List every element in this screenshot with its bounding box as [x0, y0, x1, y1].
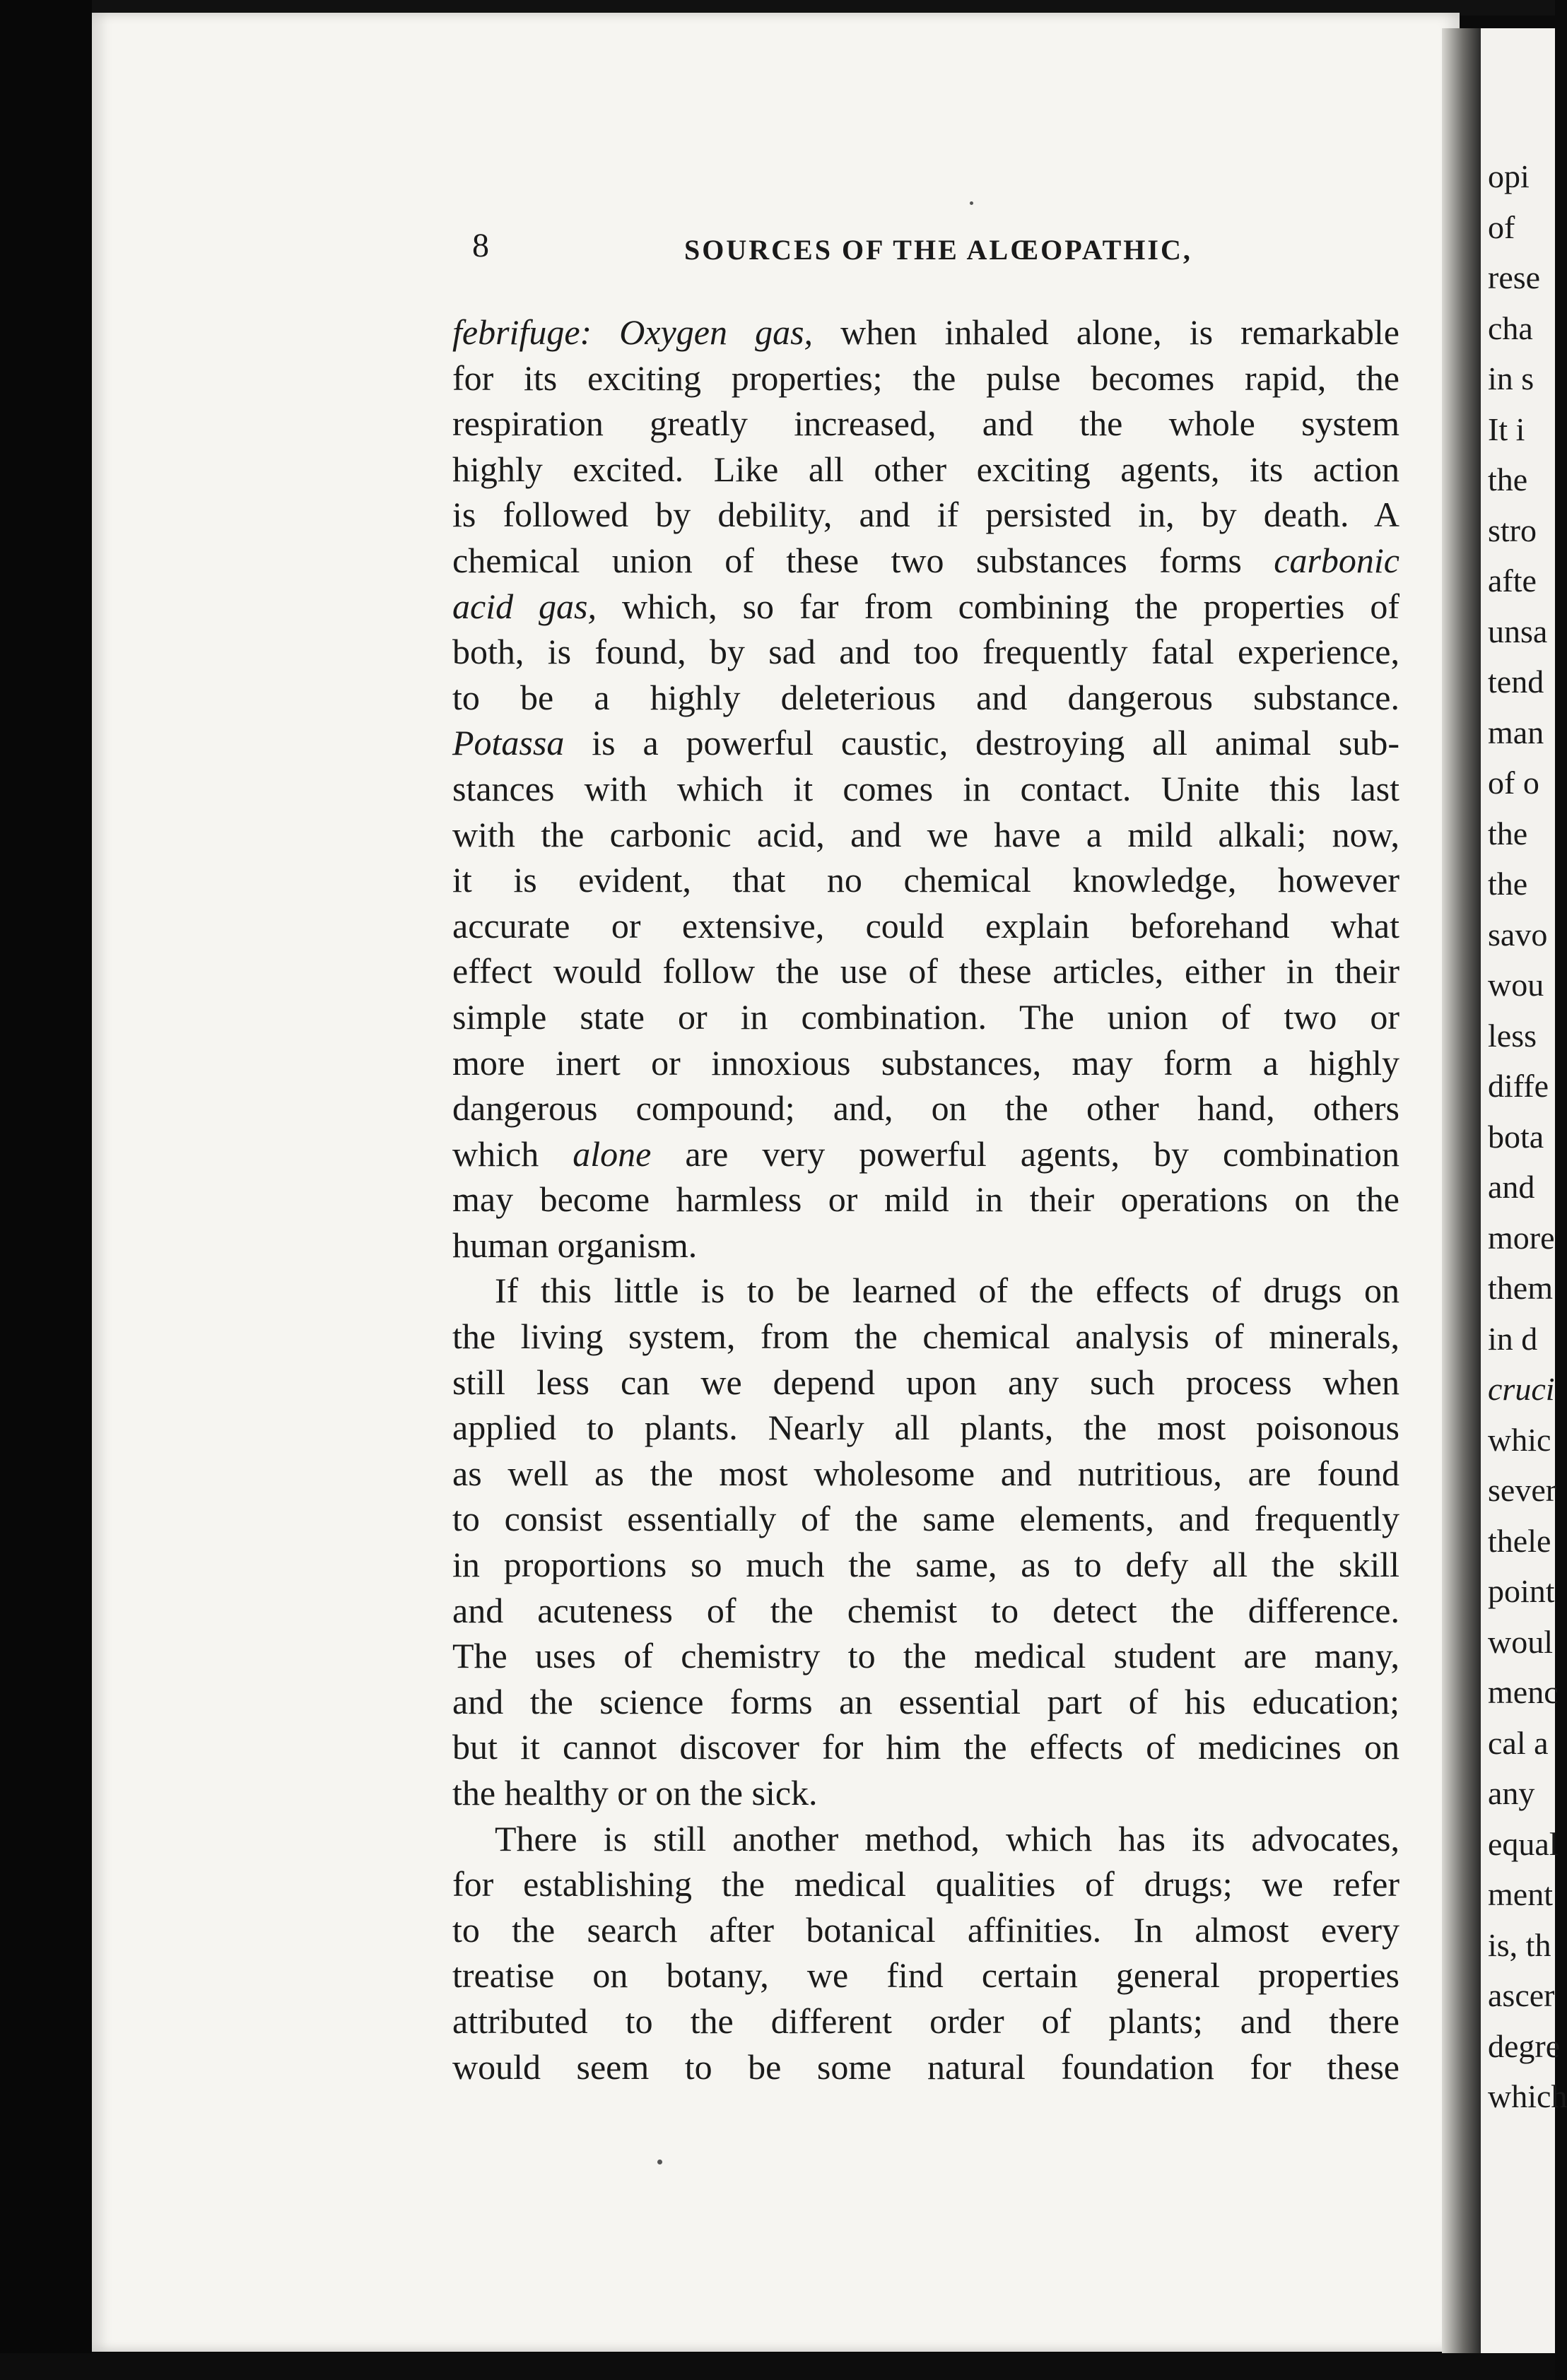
facing-page-fragment: of	[1488, 208, 1515, 245]
body-text	[452, 310, 1399, 2090]
facing-page-fragment: man	[1488, 714, 1544, 750]
paragraph	[452, 310, 1399, 1268]
text-run: and acuteness of the chemist to detect the difference.	[452, 1590, 1399, 1630]
text-run: as well as the most wholesome and nutritious, are found	[452, 1453, 1399, 1493]
page-gutter-shadow	[1442, 28, 1484, 2353]
facing-page-fragment: in s	[1488, 360, 1534, 396]
text-line	[452, 1314, 1399, 1360]
facing-page-fragment: stro	[1488, 512, 1537, 548]
facing-page-fragment: ment	[1488, 1876, 1553, 1912]
facing-page-fragment: diffe	[1488, 1068, 1549, 1104]
text-run: for its exciting properties; the pulse becomes rapid, the	[452, 358, 1399, 398]
text-run: still less can we depend upon any such process when	[452, 1362, 1399, 1402]
italic-run: carbonic	[1274, 540, 1399, 580]
text-line	[452, 1770, 1399, 1816]
text-line	[452, 1085, 1399, 1131]
text-run: the living system, from the chemical analysis of minerals,	[452, 1316, 1399, 1357]
text-line	[452, 1451, 1399, 1497]
text-run: accurate or extensive, could explain beforehand what	[452, 905, 1399, 945]
text-line	[452, 1724, 1399, 1770]
facing-page-fragment: the	[1488, 866, 1528, 902]
running-title: SOURCES OF THE ALŒOPATHIC,	[684, 234, 1192, 266]
text-run: to be a highly deleterious and dangerous substance.	[452, 677, 1399, 717]
text-run: to the search after botanical affinities. In almost every	[452, 1909, 1399, 1950]
text-line	[452, 1952, 1399, 1998]
facing-page-fragment: the	[1488, 815, 1528, 852]
text-line	[452, 1679, 1399, 1725]
scan-border-left	[0, 0, 92, 2380]
facing-page-fragment: the	[1488, 461, 1528, 497]
facing-page-fragment: cruci	[1488, 1371, 1555, 1407]
text-run: attributed to the different order of plants; and there	[452, 2001, 1399, 2041]
text-run: would seem to be some natural foundation for these	[452, 2046, 1399, 2087]
text-line	[452, 538, 1399, 584]
text-run: for establishing the medical qualities of drugs; we refer	[452, 1864, 1399, 1904]
text-run: which	[452, 1133, 573, 1174]
facing-page-fragment: equal	[1488, 1825, 1559, 1862]
text-run: dangerous compound; and, on the other hand, others	[452, 1088, 1399, 1129]
text-line	[452, 1907, 1399, 1953]
text-run: There is still another method, which has its advocates,	[495, 1818, 1399, 1858]
italic-run: acid gas,	[452, 586, 597, 626]
facing-page-fragment: is, th	[1488, 1926, 1551, 1963]
text-line	[452, 948, 1399, 994]
text-line	[452, 1998, 1399, 2044]
print-speck	[970, 201, 973, 205]
facing-page-fragment: ascer	[1488, 1977, 1555, 2013]
text-run: The uses of chemistry to the medical student are many,	[452, 1636, 1399, 1676]
facing-page-fragment: cal a	[1488, 1724, 1549, 1761]
text-run: may become harmless or mild in their operations on the	[452, 1179, 1399, 1220]
text-line	[452, 720, 1399, 766]
italic-run: Potassa	[452, 723, 565, 763]
print-speck	[657, 2160, 662, 2164]
scan-border-bottom	[0, 2353, 1555, 2380]
text-run: and the science forms an essential part of his education;	[452, 1681, 1399, 1721]
text-run: chemical union of these two substances forms	[452, 540, 1274, 580]
text-line	[452, 1496, 1399, 1542]
text-line	[452, 994, 1399, 1040]
text-line	[452, 1405, 1399, 1451]
facing-page-fragment: them	[1488, 1270, 1553, 1306]
facing-page-fragment: opi	[1488, 158, 1530, 194]
text-run: more inert or innoxious substances, may form a highly	[452, 1042, 1399, 1083]
text-run: which, so far from combining the properties of	[597, 586, 1399, 626]
facing-page-fragment: which	[1488, 2078, 1567, 2114]
text-line	[452, 629, 1399, 675]
text-run: simple state or in combination. The union of two or	[452, 996, 1399, 1037]
facing-page-fragment: cha	[1488, 310, 1533, 346]
facing-page-fragment: more	[1488, 1219, 1555, 1256]
facing-page-fragment: any	[1488, 1775, 1535, 1811]
text-line	[452, 1131, 1399, 1177]
text-run: are very powerful agents, by combination	[651, 1133, 1399, 1174]
text-line	[452, 1040, 1399, 1086]
facing-page-fragment: tend	[1488, 664, 1544, 700]
text-line	[452, 2044, 1399, 2090]
text-line	[452, 857, 1399, 903]
text-line	[452, 584, 1399, 630]
facing-page-fragment: thele	[1488, 1522, 1551, 1559]
page-number: 8	[472, 227, 489, 264]
facing-page-fragment: wou	[1488, 967, 1544, 1003]
text-line	[452, 1177, 1399, 1223]
facing-page-fragment: sever	[1488, 1472, 1557, 1508]
text-line	[452, 1633, 1399, 1679]
text-run: both, is found, by sad and too frequently fatal experience,	[452, 632, 1399, 672]
facing-page-edge	[1481, 28, 1567, 2353]
text-run: is a powerful caustic, destroying all animal sub-	[564, 723, 1399, 763]
paragraph	[452, 1268, 1399, 1815]
text-run: human organism.	[452, 1225, 698, 1265]
text-line	[452, 1588, 1399, 1634]
text-run: stances with which it comes in contact. Unite this last	[452, 768, 1399, 808]
facing-page-fragment: of o	[1488, 765, 1539, 801]
text-line	[452, 1268, 1399, 1314]
text-run: the healthy or on the sick.	[452, 1773, 818, 1813]
text-run: is followed by debility, and if persisted in, by death. A	[452, 495, 1399, 535]
text-line	[452, 903, 1399, 949]
text-line	[452, 355, 1399, 401]
text-line	[452, 1542, 1399, 1588]
text-line	[452, 1360, 1399, 1406]
text-run: when inhaled alone, is remarkable	[813, 312, 1400, 352]
facing-page-fragment: less	[1488, 1017, 1537, 1054]
text-run: respiration greatly increased, and the whole system	[452, 403, 1399, 444]
text-run: to consist essentially of the same elements, and frequently	[452, 1499, 1399, 1539]
facing-page-fragment: and	[1488, 1169, 1535, 1205]
italic-run: febrifuge: Oxygen gas,	[452, 312, 814, 352]
facing-page-fragment: degre	[1488, 2027, 1561, 2064]
text-line	[452, 1223, 1399, 1268]
text-line	[452, 675, 1399, 721]
text-line	[452, 310, 1399, 355]
text-run: but it cannot discover for him the effects of medicines on	[452, 1727, 1399, 1767]
text-run: applied to plants. Nearly all plants, the most poisonous	[452, 1408, 1399, 1448]
text-run: it is evident, that no chemical knowledge, however	[452, 860, 1399, 900]
running-header	[472, 226, 1426, 269]
text-run: effect would follow the use of these articles, either in their	[452, 951, 1399, 991]
facing-page-fragment: whic	[1488, 1421, 1551, 1458]
text-run: highly excited. Like all other exciting agents, its action	[452, 449, 1399, 489]
facing-page-fragment: savo	[1488, 916, 1548, 953]
text-run: treatise on botany, we find certain general properties	[452, 1955, 1399, 1996]
facing-page-fragment: It i	[1488, 411, 1525, 447]
text-line	[452, 812, 1399, 858]
facing-page-fragment: menc	[1488, 1674, 1559, 1710]
facing-page-fragment: rese	[1488, 259, 1541, 295]
text-line	[452, 492, 1399, 538]
facing-page-fragment: unsa	[1488, 613, 1548, 649]
facing-page-fragment: in d	[1488, 1320, 1538, 1357]
text-line	[452, 1861, 1399, 1907]
italic-run: alone	[573, 1133, 652, 1174]
text-line	[452, 447, 1399, 493]
paragraph	[452, 1816, 1399, 2090]
facing-page-fragment: bota	[1488, 1118, 1544, 1155]
text-line	[452, 766, 1399, 812]
facing-page-fragment: woul	[1488, 1623, 1553, 1660]
text-run: with the carbonic acid, and we have a mild alkali; now,	[452, 814, 1399, 854]
text-run: If this little is to be learned of the effects of drugs on	[495, 1271, 1399, 1311]
facing-page-fragment: afte	[1488, 562, 1537, 599]
text-line	[452, 1816, 1399, 1862]
text-run: in proportions so much the same, as to defy all the skill	[452, 1545, 1399, 1585]
text-line	[452, 401, 1399, 447]
facing-page-fragment: point	[1488, 1573, 1555, 1609]
